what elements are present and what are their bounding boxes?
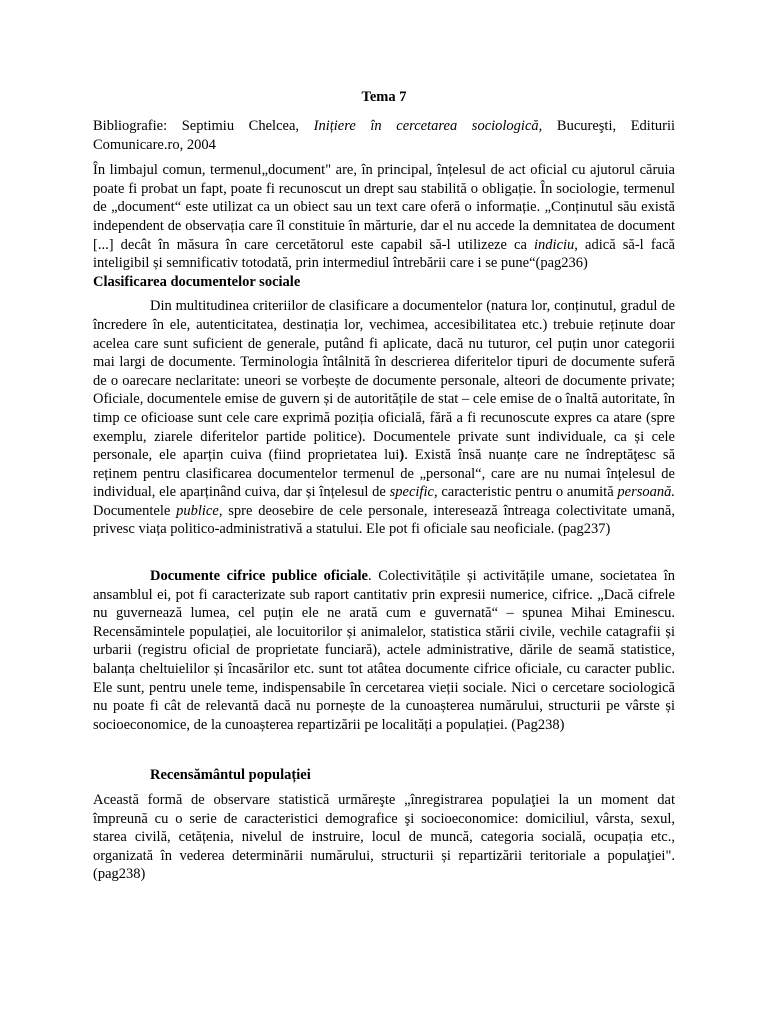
- recensamantul-paragraph: Această formă de observare statistică urmăreşte „înregistrarea populaţiei la un moment dat împreună cu o serie de caracteristici demografice şi socioeconomice: domiciliul, vârsta, sexul, starea civilă, cetățenia, nivelul de instruire, locul de muncă, categoria socială, ocupația etc., organizată în vederea determinării numărului, structurii și repartizării teritoriale a populaţiei".(pag238): [93, 792, 675, 883]
- clasificarea-text-3: , caracteristic pentru o anumită: [433, 484, 618, 501]
- bibliography-suffix: , Bucureşti, Editurii Comunicare.ro, 2004: [93, 118, 676, 153]
- intro-italic: indiciu: [534, 236, 575, 253]
- clasificarea-bold-paren: ): [399, 447, 405, 464]
- bibliography: [93, 117, 675, 154]
- clasificarea-italic-specific: specific: [389, 484, 434, 501]
- bibliography-book-title: Inițiere în cercetarea sociologică: [313, 118, 539, 134]
- clasificarea-text-4: Documentele: [93, 502, 177, 519]
- clasificarea-italic-persoana: persoană.: [617, 484, 676, 501]
- intro-text-2: , adică să-l facă inteligibil și semnificativ totodată, prin intermediul întrebării care i se pune“(pag236): [93, 236, 675, 272]
- page-title: Tema 7: [361, 89, 407, 105]
- section-heading-recensamantul: Recensământul populației: [150, 767, 311, 784]
- clasificarea-italic-publice: publice: [176, 502, 219, 519]
- clasificarea-text-2: . Există însă nuanțe care ne îndreptăţesc să reținem pentru clasificarea documentelor termenul de „personal“, care are nu numai înțelesul de individual, ele aparținând cuiva, dar și înțelesul de: [93, 447, 675, 501]
- section-heading-clasificarea: Clasificarea documentelor sociale: [93, 273, 301, 290]
- clasificarea-text-5: , spre deosebire de cele personale, interesează întreaga colectivitate umană, privesc viața politico-administrativă a statului. Ele pot fi oficiale sau neoficiale. (pag237): [93, 502, 675, 538]
- clasificarea-paragraph: [93, 297, 675, 539]
- documente-cifrice-heading: Documente cifrice publice oficiale: [150, 568, 368, 585]
- bibliography-prefix: Bibliografie: Septimiu Chelcea,: [93, 118, 314, 134]
- documente-cifrice-paragraph: [93, 567, 675, 734]
- clasificarea-text-1: Din multitudinea criteriilor de clasificare a documentelor (natura lor, conținutul, gradul de încredere în ele, autenticitatea, destinația lor, vechimea, accesibilitatea etc.) trebuie reținute doar acelea care sunt suficient de generale, putând fi aplicate, dacă nu tuturor, cel puțin unor categorii mai largi de documente. Terminologia întâlnită în descrierea diferitelor tipuri de documente suferă de o oarecare neclaritate: uneori se vorbește de documente personale, alteori de documente private; Oficiale, documentele emise de guvern și de autoritățile de stat – cele emise de o înaltă autoritate, în timp ce oficioase sunt cele care exprimă poziția oficială, fără a fi recunoscute expres ca atare (spre exemplu, ziarele diferitelor partide politice). Documentele private sunt individuale, ca și cele personale, ele aparțin cuiva (fiind proprietatea lui: [93, 298, 675, 464]
- intro-paragraph: [93, 161, 675, 273]
- document-page: [93, 88, 675, 884]
- documente-cifrice-text: . Colectivitățile și activitățile umane, societatea în ansamblul ei, pot fi caracterizate sub raport cantitativ prin expresii numerice, cifrice. „Dacă cifrele nu guvernează lumea, cel puțin ele ne arată cum e guvernată“ – spunea Mihai Eminescu. Recensămintele populației, ale locuitorilor și animalelor, statistica stării civile, vechile catagrafii și urbarii (registru oficial de proprietate funciară), actele administrative, dările de seamă statistice, balanța cheltuielilor și încasărilor etc. sunt tot atâtea documente cifrice oficiale, cu caracter public. Ele sunt, pentru unele teme, indispensabile în cercetarea vieții sociale. Nici o cercetare sociologică nu poate fi cât de relevantă dacă nu pornește de la cunoașterea numărului, structurii pe vârste și socioeconomice, de la cunoașterea repartizării pe localități a populației. (Pag238): [93, 568, 675, 733]
- intro-text-1: În limbajul comun, termenul„document" are, în principal, înțelesul de act oficial cu ajutorul căruia poate fi probat un fapt, poate fi recunoscut un drept sau stabilită o obligație. În sociologie, termenul de „document“ este utilizat ca un obiect sau un text care oferă o informație. „Conținutul său există independent de observația care îl constituie în mărturie, dar el nu accede la demnitatea de document [...] decât în măsura în care cercetătorul este capabil să-l utilizeze ca: [93, 162, 675, 253]
